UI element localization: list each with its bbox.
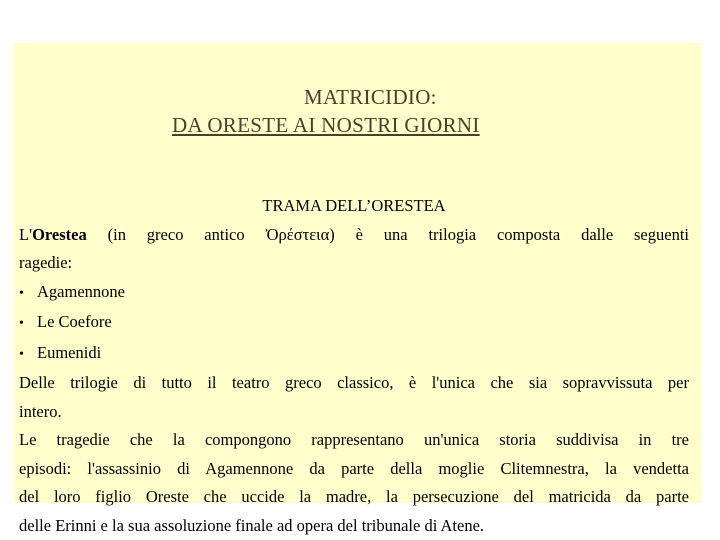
paragraph-2-line-2: intero. xyxy=(19,401,62,421)
intro-line-2: ragedie: xyxy=(19,253,73,272)
title-line-2: DA ORESTE AI NOSTRI GIORNI xyxy=(172,113,480,137)
list-item xyxy=(19,278,689,309)
bullet-dot-icon: • xyxy=(19,316,24,331)
paragraph-3-line-4: delle Erinni e la sua assoluzione finale ad opera del tribunale di Atene. xyxy=(19,515,485,535)
paragraph-2-line-1: Delle trilogie di tutto il teatro greco classico, è l'unica che sia sopravvissuta per xyxy=(19,373,689,392)
list-item-label: Eumenidi xyxy=(37,342,102,362)
title-line-1: MATRICIDIO: xyxy=(304,85,437,109)
slide xyxy=(14,43,702,535)
bullet-dot-icon: • xyxy=(19,285,24,301)
list-item-label: Agamennone xyxy=(37,281,125,301)
slide-content xyxy=(19,192,689,540)
intro-line-1 xyxy=(19,221,689,250)
intro-bold-word: Orestea xyxy=(32,224,87,244)
list-item-label: Le Coefore xyxy=(37,312,112,331)
bullet-dot-icon: • xyxy=(19,346,24,362)
section-heading: TRAMA DELL’ORESTEA xyxy=(262,196,446,215)
list-item xyxy=(19,308,689,339)
intro-prefix: L' xyxy=(19,224,33,244)
list-item xyxy=(19,339,689,370)
paragraph-3-line-2: episodi: l'assassinio di Agamennone da parte della moglie Clitemnestra, la vendetta xyxy=(19,458,689,478)
paragraph-3-line-1: Le tragedie che la compongono rappresentano un'unica storia suddivisa in tre xyxy=(19,430,689,449)
paragraph-3-line-3: del loro figlio Oreste che uccide la madre, la persecuzione del matricida da parte xyxy=(19,487,689,506)
intro-rest: (in greco antico Ὀρέστεια) è una trilogia composta dalle seguenti xyxy=(86,224,689,244)
